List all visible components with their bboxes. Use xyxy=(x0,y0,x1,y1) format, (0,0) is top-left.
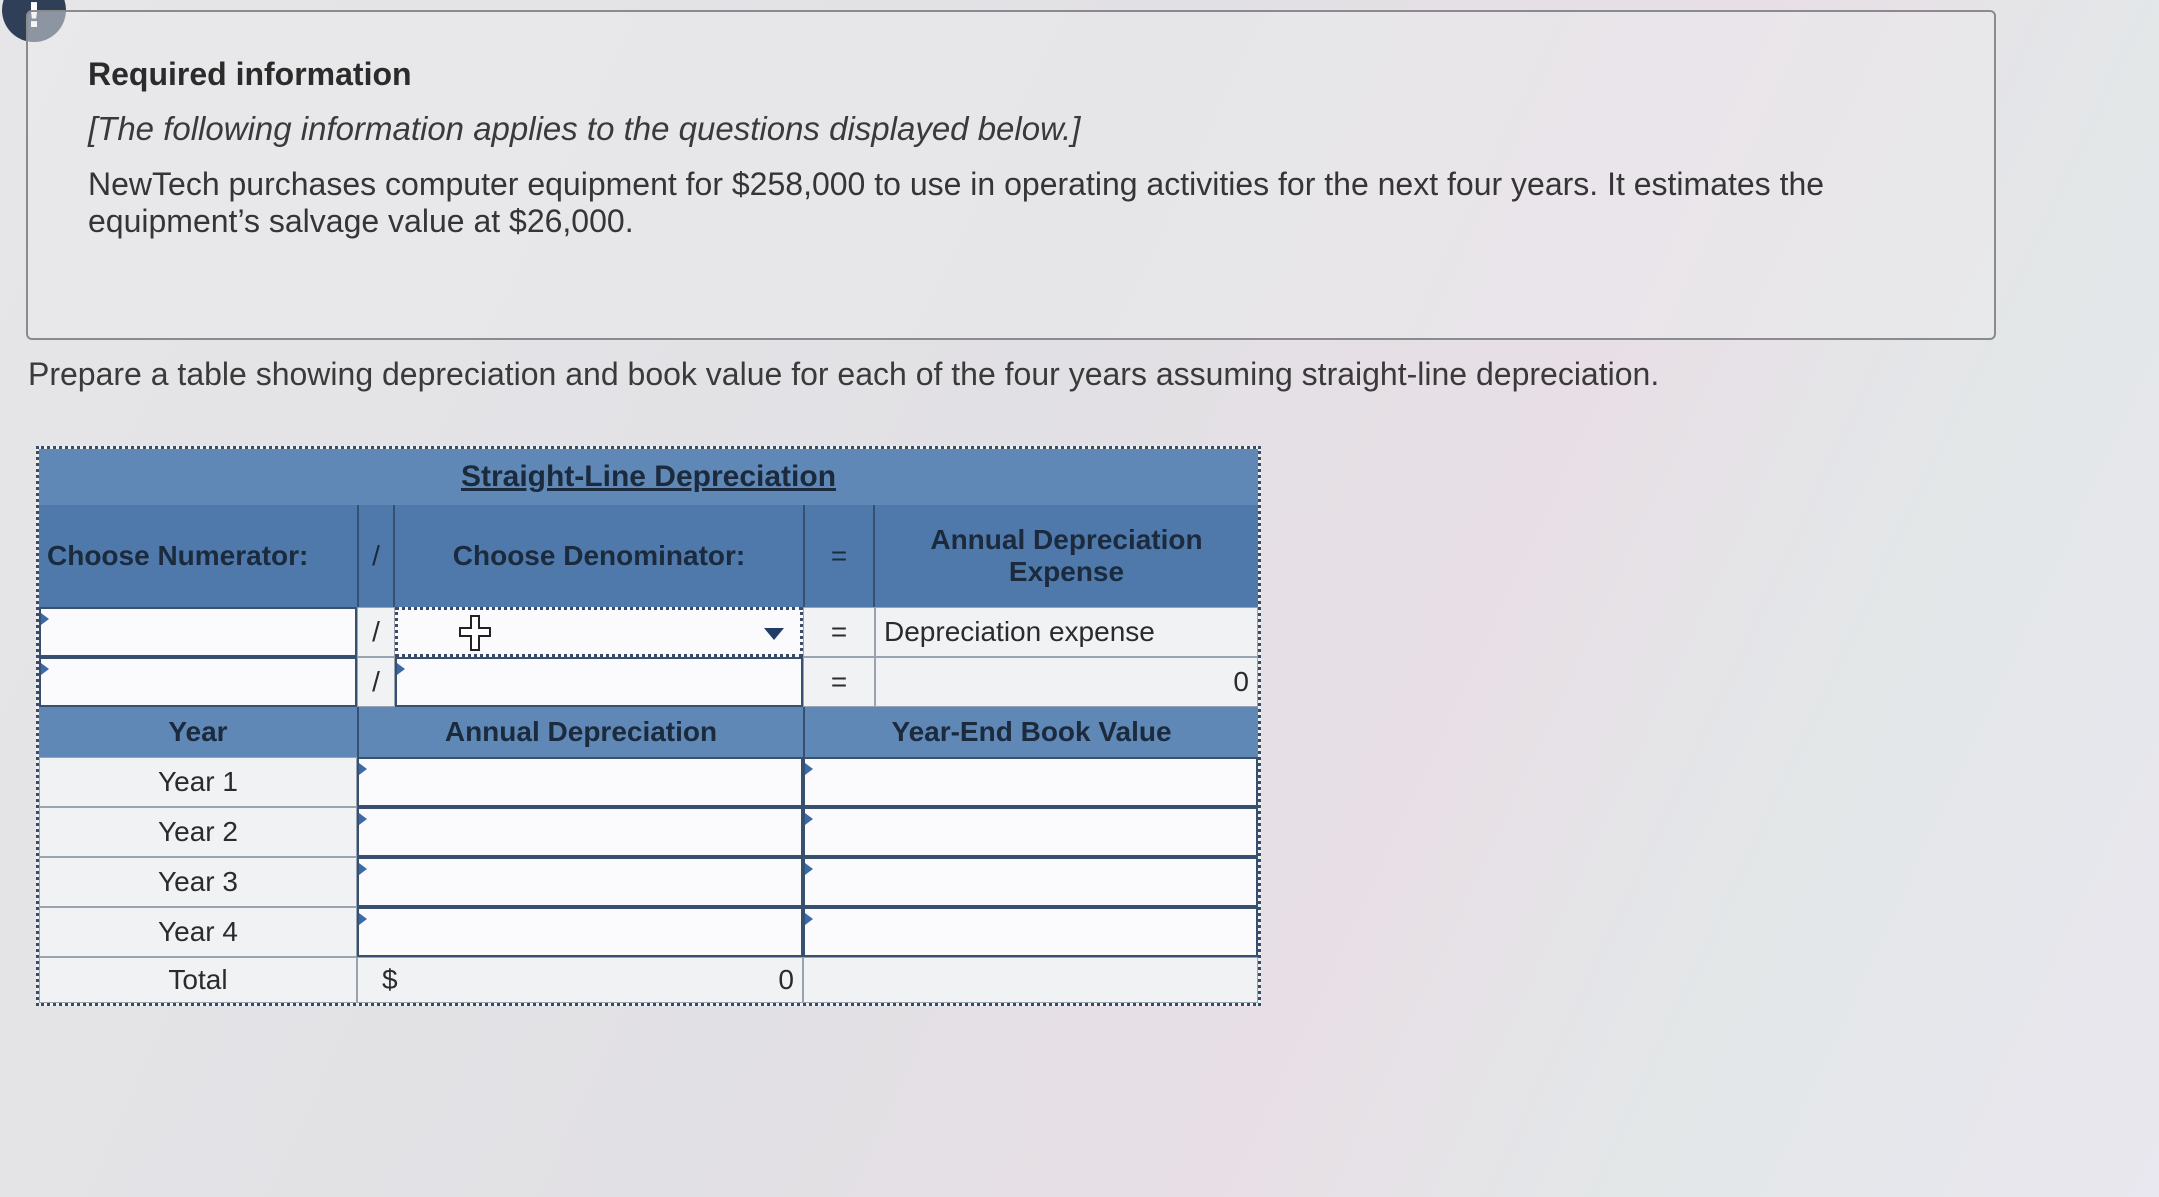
question-prompt: Prepare a table showing depreciation and book value for each of the four years assuming straight-line depreciation. xyxy=(28,356,1660,392)
book-value-input-year3[interactable] xyxy=(803,857,1258,907)
equals-symbol-row1: = xyxy=(803,607,875,657)
depreciation-expense-label: Depreciation expense xyxy=(875,607,1258,657)
info-body: NewTech purchases computer equipment for $258,000 to use in operating activities for the next four years. It estimates the equipment’s salvage value at $26,000. xyxy=(88,166,1825,239)
divide-symbol: / xyxy=(357,505,395,607)
denominator-header: Choose Denominator: xyxy=(395,505,803,607)
result-header: Annual Depreciation Expense xyxy=(875,505,1258,607)
equals-symbol-row2: = xyxy=(803,657,875,707)
year-header: Year xyxy=(39,707,357,757)
annual-expense-result: 0 xyxy=(875,657,1258,707)
book-value-header: Year-End Book Value xyxy=(803,707,1258,757)
currency-symbol: $ xyxy=(382,964,398,995)
year-label: Year 3 xyxy=(39,857,357,907)
numerator-input-2[interactable] xyxy=(39,657,357,707)
book-value-input-year1[interactable] xyxy=(803,757,1258,807)
table-title: Straight-Line Depreciation xyxy=(39,449,1258,505)
info-note: [The following information applies to the questions displayed below.] xyxy=(88,110,1081,147)
depreciation-table xyxy=(36,446,1261,1006)
info-title: Required information xyxy=(88,56,412,92)
total-value: 0 xyxy=(778,964,794,995)
numerator-header: Choose Numerator: xyxy=(39,505,357,607)
annual-depreciation-input-year2[interactable] xyxy=(357,807,803,857)
divide-symbol-row2: / xyxy=(357,657,395,707)
equals-symbol: = xyxy=(803,505,875,607)
total-depreciation xyxy=(357,957,803,1003)
year-label: Year 2 xyxy=(39,807,357,857)
annual-depreciation-input-year1[interactable] xyxy=(357,757,803,807)
year-label: Year 1 xyxy=(39,757,357,807)
denominator-select-1[interactable] xyxy=(395,607,803,657)
divide-symbol-row1: / xyxy=(357,607,395,657)
book-value-input-year2[interactable] xyxy=(803,807,1258,857)
numerator-input-1[interactable] xyxy=(39,607,357,657)
chevron-down-icon[interactable] xyxy=(764,628,784,640)
annual-depreciation-input-year3[interactable] xyxy=(357,857,803,907)
total-label: Total xyxy=(39,957,357,1003)
book-value-input-year4[interactable] xyxy=(803,907,1258,957)
denominator-input-2[interactable] xyxy=(395,657,803,707)
move-cursor-icon xyxy=(458,614,492,652)
annual-depreciation-input-year4[interactable] xyxy=(357,907,803,957)
total-book-value-blank xyxy=(803,957,1258,1003)
year-label: Year 4 xyxy=(39,907,357,957)
annual-depreciation-header: Annual Depreciation xyxy=(357,707,803,757)
